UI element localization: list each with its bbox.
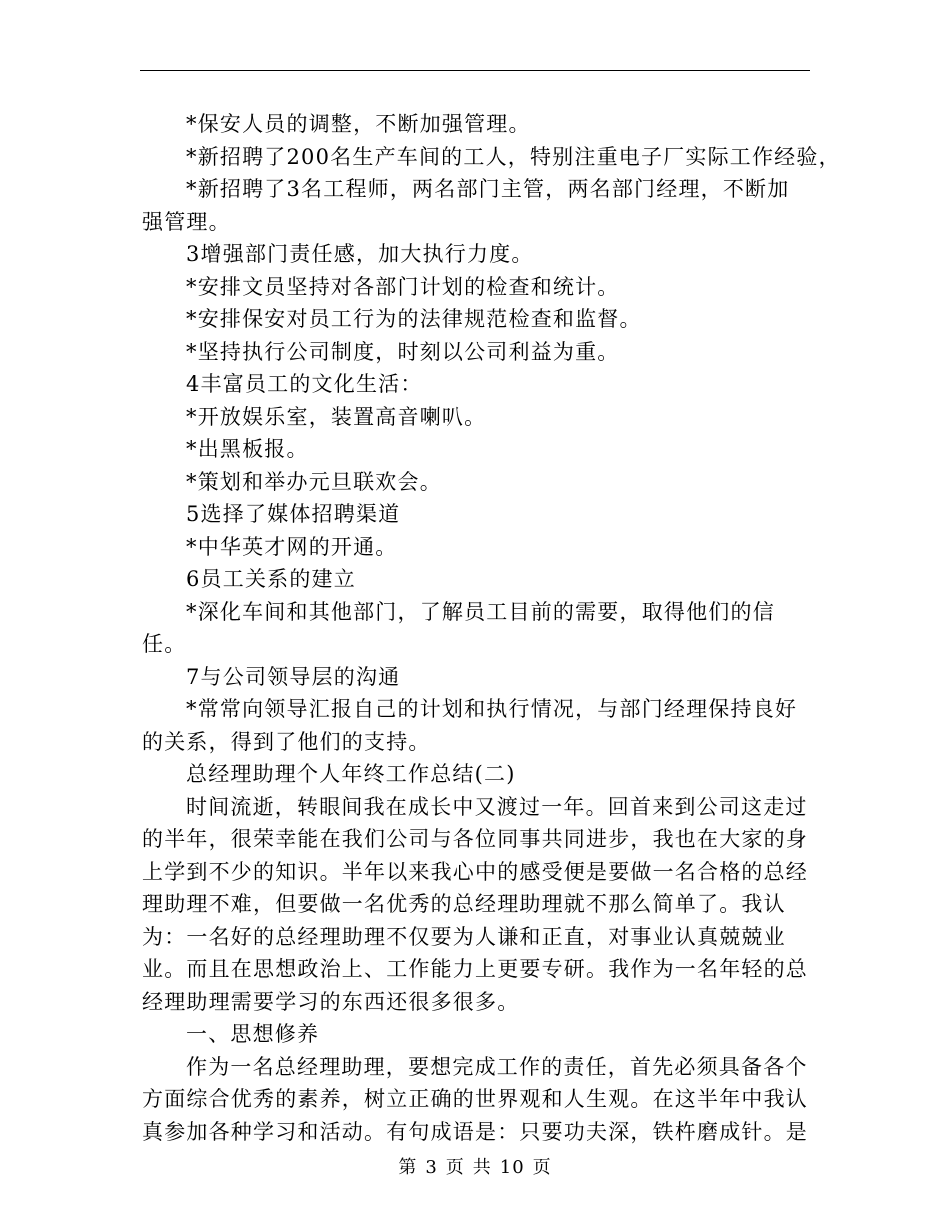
header-rule xyxy=(140,70,810,71)
footer-page-unit: 页 xyxy=(445,1157,465,1178)
paragraph: *保安人员的调整，不断加强管理。 xyxy=(186,112,531,136)
paragraph: *安排保安对员工行为的法律规范检查和监督。 xyxy=(186,307,642,331)
paragraph: *出黑板报。 xyxy=(186,437,309,461)
footer-total-pages: 10 xyxy=(499,1157,525,1178)
paragraph: 5选择了媒体招聘渠道 xyxy=(186,502,401,526)
paragraph: *开放娱乐室，装置高音喇叭。 xyxy=(186,404,487,429)
document-body xyxy=(142,108,841,1148)
footer-total-label: 共 xyxy=(472,1157,492,1178)
paragraph: 4丰富员工的文化生活： xyxy=(186,372,423,396)
paragraph: 一、思想修养 xyxy=(186,1022,320,1046)
paragraph: 总经理助理个人年终工作总结(二) xyxy=(186,762,516,786)
paragraph: *策划和举办元旦联欢会。 xyxy=(186,469,442,494)
paragraph: 时间流逝，转眼间我在成长中又渡过一年。回首来到公司这走过的半年，很荣幸能在我们公司与各位同事共同进步，我也在大家的身上学到不少的知识。半年以来我心中的感受便是要做一名合格的总经理助理不难，但要做一名优秀的总经理助理就不那么简单了。我认为：一名好的总经理助理不仅要为人谦和正直，对事业认真兢兢业业。而且在思想政治上、工作能力上更要专研。我作为一名年轻的总经理助理需要学习的东西还很多很多。 xyxy=(142,794,808,1014)
paragraph: *深化车间和其他部门，了解员工目前的需要，取得他们的信任。 xyxy=(142,599,775,656)
paragraph: 6员工关系的建立 xyxy=(186,567,356,591)
footer-page-label: 第 xyxy=(398,1157,418,1178)
paragraph: 3增强部门责任感，加大执行力度。 xyxy=(186,242,534,266)
paragraph: *中华英才网的开通。 xyxy=(186,534,398,559)
page-footer xyxy=(0,1153,950,1179)
paragraph: *安排文员坚持对各部门计划的检查和统计。 xyxy=(186,274,620,299)
footer-page-number: 3 xyxy=(425,1157,438,1178)
paragraph: *新招聘了3名工程师，两名部门主管，两名部门经理，不断加强管理。 xyxy=(142,177,790,234)
paragraph: 作为一名总经理助理，要想完成工作的责任，首先必须具备各个方面综合优秀的素养，树立正确的世界观和人生观。在这半年中我认真参加各种学习和活动。有句成语是：只要功夫深，铁杵磨成针。是 xyxy=(142,1054,808,1144)
paragraph: 7与公司领导层的沟通 xyxy=(186,664,401,689)
paragraph: *新招聘了200名生产车间的工人，特别注重电子厂实际工作经验， xyxy=(186,144,841,169)
paragraph: *坚持执行公司制度，时刻以公司利益为重。 xyxy=(186,339,620,364)
paragraph: *常常向领导汇报自己的计划和执行情况，与部门经理保持良好的关系，得到了他们的支持。 xyxy=(142,697,798,754)
footer-total-unit: 页 xyxy=(532,1157,552,1178)
